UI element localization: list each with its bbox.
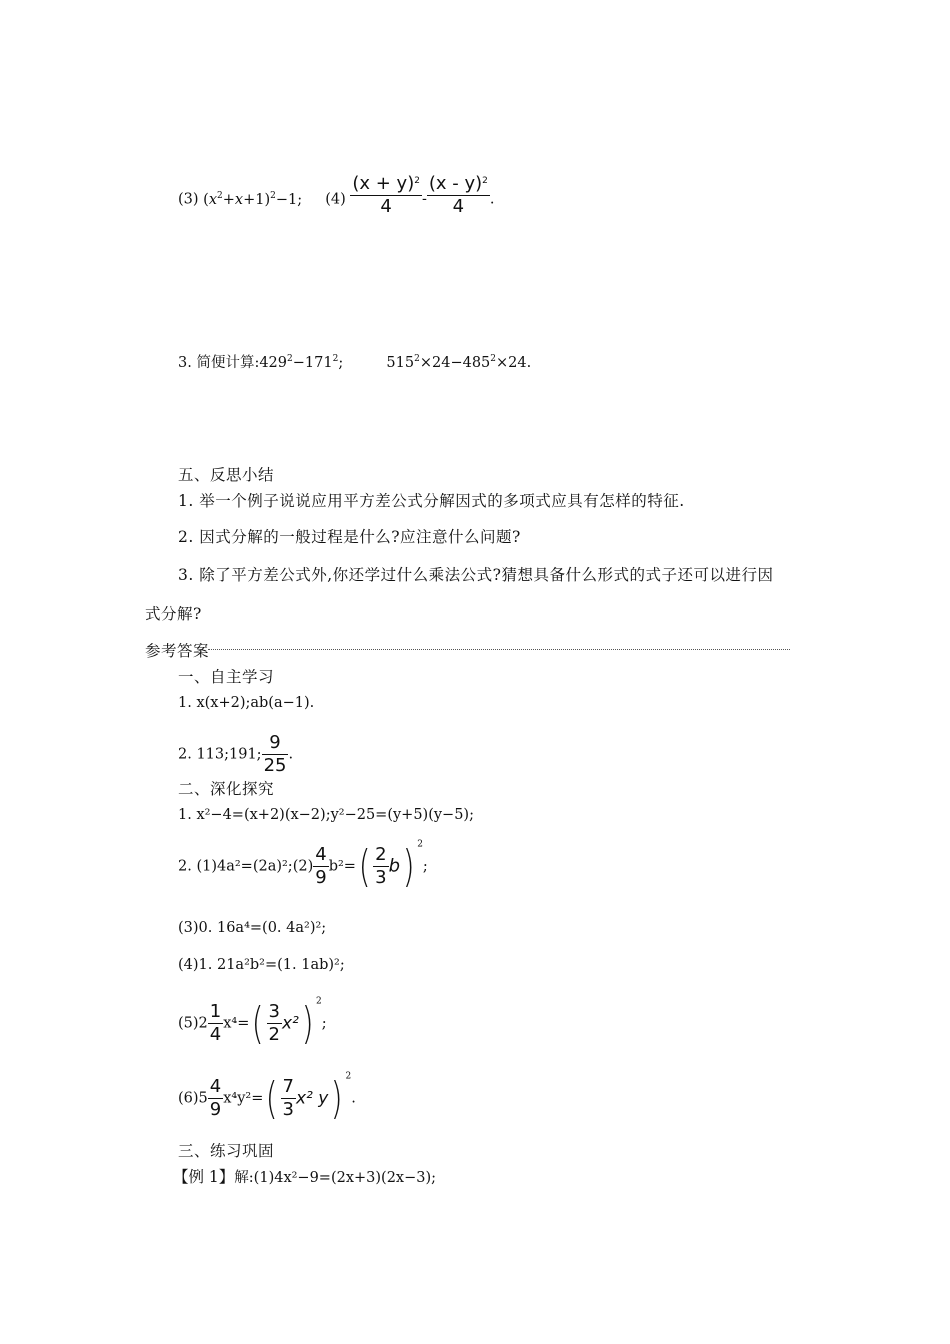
q3-simple-calc: 3. 简便计算$:429^2-171^2$; $515^2\times 24-485^2\times 24$. xyxy=(178,354,532,371)
b6-fraction: $\frac{4}{9}$ xyxy=(209,1076,222,1120)
q2-p4-fraction-1: $\frac{(x + y)^2}{4}$ xyxy=(352,173,420,217)
answers-sec3: 三、练习巩固 xyxy=(178,1142,275,1160)
reflection-item-3: 3. 除了平方差公式外,你还学过什么乘法公式?猜想具备什么形式的式子还可以进行因 xyxy=(178,566,774,584)
answer-b1: 1. x²−4=(x+2)(x−2);y²−25=(y+5)(y−5); xyxy=(178,807,474,823)
a2-fraction: $\frac{9}{25}$ xyxy=(263,732,287,776)
reflection-heading: 五、反思小结 xyxy=(178,466,275,484)
answers-sec2: 二、深化探究 xyxy=(178,780,275,798)
b2-fraction: $\frac{4}{9}$ xyxy=(315,844,327,888)
q2-p3-expr: $(x^2+x+1)^2-1$; xyxy=(203,190,303,208)
b5-fraction: $\frac{1}{4}$ xyxy=(209,1001,222,1045)
q2-p3-label: (3) xyxy=(178,191,199,208)
answer-b3: (3)0. 16a⁴=(0. 4a²)²; xyxy=(178,920,327,936)
answer-b2: 2. (1)4a²=(2a)²;(2) $\frac{4}{9}$ b²=( $\frac{2}{3}$ b) $^2$; xyxy=(178,839,428,892)
reflection-item-1: 1. 举一个例子说说应用平方差公式分解因式的多项式应具有怎样的特征. xyxy=(178,492,685,510)
b6-inner-fraction: $\frac{7}{3}$ xyxy=(282,1076,294,1120)
answer-example1: 【例 1】解:(1)4x²−9=(2x+3)(2x−3); xyxy=(173,1168,437,1186)
q2-p4-fraction-2: $\frac{(x - y)^2}{4}$ xyxy=(428,173,488,217)
answer-a2: 2. 113;191; $\frac{9}{25}$ . xyxy=(178,732,294,776)
answers-title: 参考答案 xyxy=(145,642,210,660)
q2-part3-4: (3) $(x^2+x+1)^2-1$; (4) $\frac{(x + y)^2}{4}$ - $\frac{(x - y)^2}{4}$ . xyxy=(178,173,495,217)
q2-p4-minus: - xyxy=(421,191,427,208)
answers-divider xyxy=(208,649,790,650)
q2-p4-label: (4) xyxy=(325,191,346,208)
reflection-item-3-cont: 式分解? xyxy=(145,605,202,623)
b5-inner-fraction: $\frac{3}{2}$ xyxy=(268,1001,280,1045)
answer-b6: (6)5 $\frac{4}{9}$ x⁴y²=( $\frac{7}{3}$ x² y) $^2$. xyxy=(178,1071,356,1124)
answers-sec1: 一、自主学习 xyxy=(178,668,275,686)
b2-inner-fraction: $\frac{2}{3}$ xyxy=(375,844,387,888)
answer-b4: (4)1. 21a²b²=(1. 1ab)²; xyxy=(178,957,345,973)
answer-b5: (5)2 $\frac{1}{4}$ x⁴=( $\frac{3}{2}$ x²) $^2$; xyxy=(178,996,327,1049)
reflection-item-2: 2. 因式分解的一般过程是什么?应注意什么问题? xyxy=(178,528,521,546)
answer-a1: 1. x(x+2);ab(a−1). xyxy=(178,695,315,711)
